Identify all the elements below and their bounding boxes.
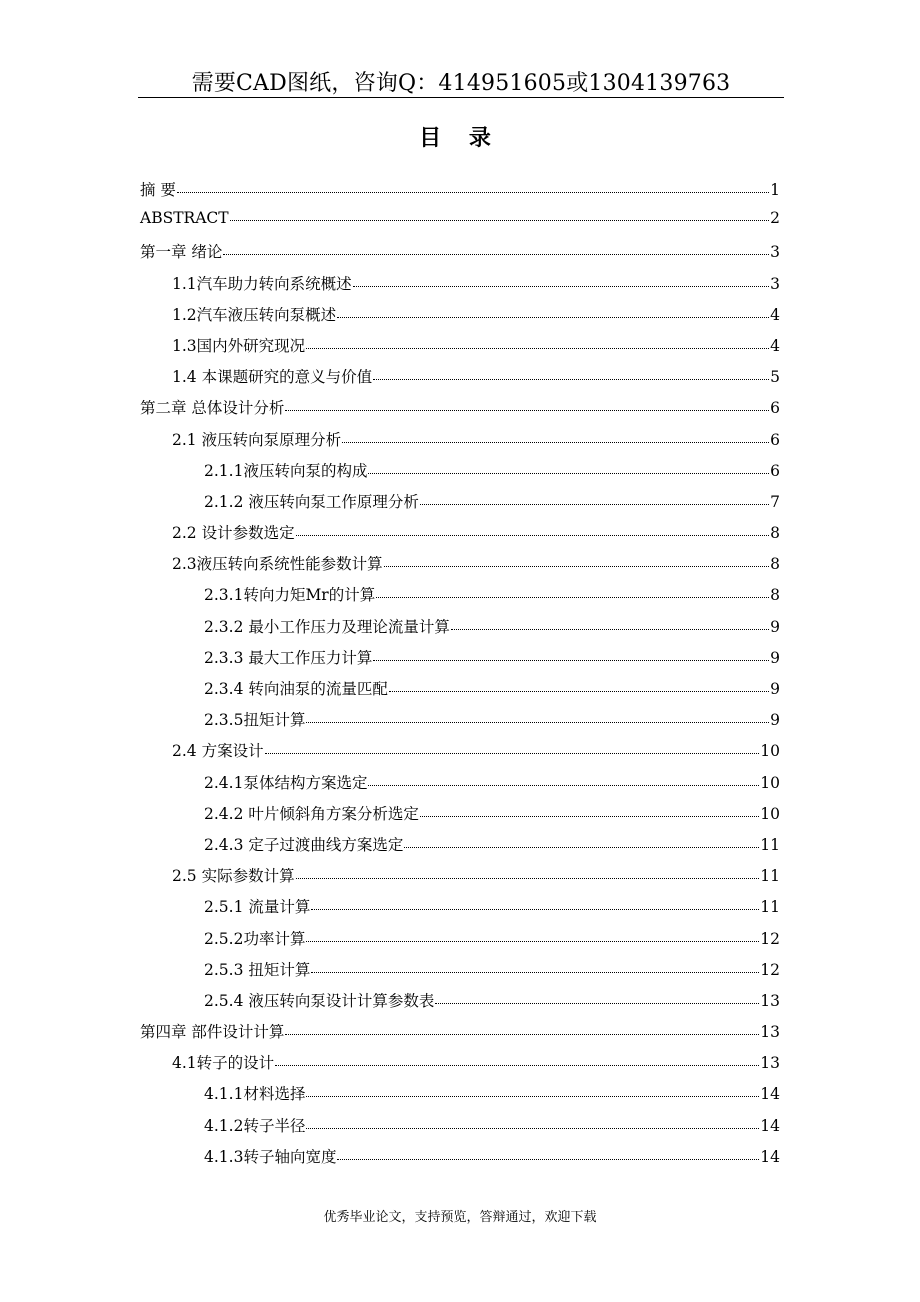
toc-entry[interactable] [140, 1079, 780, 1110]
toc-entry[interactable] [140, 1142, 780, 1173]
toc-entry-page: 4 [770, 336, 780, 355]
toc-entry-label: 2.5.2功率计算 [204, 929, 306, 948]
toc-entry-label: 4.1.2转子半径 [204, 1116, 306, 1135]
toc-entry-page: 8 [770, 586, 780, 605]
toc-entry[interactable] [140, 674, 780, 705]
toc-entry[interactable] [140, 643, 780, 674]
toc-entry[interactable] [140, 580, 780, 611]
toc-entry-page: 6 [770, 399, 780, 418]
toc-entry-page: 13 [760, 1054, 780, 1073]
toc-entry[interactable] [140, 612, 780, 643]
toc-entry-page: 4 [770, 305, 780, 324]
toc-dot-leader [420, 488, 769, 505]
toc-entry-label: 2.5.4 液压转向泵设计计算参数表 [204, 991, 435, 1010]
toc-entry-page: 11 [760, 835, 780, 854]
toc-entry-page: 11 [760, 867, 780, 886]
toc-entry-page: 3 [770, 274, 780, 293]
toc-entry-page: 12 [760, 929, 780, 948]
toc-entry-label: 第二章 总体设计分析 [140, 399, 285, 418]
toc-dot-leader [389, 676, 769, 693]
toc-entry[interactable] [140, 237, 780, 268]
toc-dot-leader [311, 956, 759, 973]
toc-entry-page: 12 [760, 960, 780, 979]
toc-dot-leader [306, 707, 769, 724]
toc-entry-page: 8 [770, 524, 780, 543]
toc-entry[interactable] [140, 518, 780, 549]
toc-entry-label: 4.1.3转子轴向宽度 [204, 1147, 337, 1166]
toc-entry-page: 9 [770, 617, 780, 636]
toc-entry-label: ABSTRACT [140, 209, 229, 228]
toc-entry-label: 4.1转子的设计 [172, 1054, 275, 1073]
toc-dot-leader [368, 457, 769, 474]
toc-entry[interactable] [140, 206, 780, 237]
toc-entry-label: 2.5.3 扭矩计算 [204, 960, 311, 979]
toc-entry[interactable] [140, 300, 780, 331]
toc-dot-leader [275, 1050, 759, 1067]
toc-dot-leader [376, 582, 769, 599]
toc-entry-label: 2.1.2 液压转向泵工作原理分析 [204, 492, 419, 511]
toc-dot-leader [230, 205, 770, 222]
toc-dot-leader [177, 177, 769, 194]
toc-entry[interactable] [140, 861, 780, 892]
toc-entry[interactable] [140, 986, 780, 1017]
toc-entry[interactable] [140, 425, 780, 456]
toc-entry[interactable] [140, 175, 780, 206]
toc-entry[interactable] [140, 1111, 780, 1142]
toc-dot-leader [285, 395, 769, 412]
toc-entry-page: 10 [760, 773, 780, 792]
toc-entry[interactable] [140, 362, 780, 393]
toc-entry-label: 1.4 本课题研究的意义与价值 [172, 368, 373, 387]
toc-dot-leader [404, 831, 759, 848]
toc-dot-leader [223, 239, 769, 256]
toc-entry-page: 9 [770, 648, 780, 667]
toc-entry-label: 2.4.3 定子过渡曲线方案选定 [204, 835, 404, 854]
toc-entry-page: 9 [770, 711, 780, 730]
toc-dot-leader [265, 738, 760, 755]
toc-entry-page: 10 [760, 742, 780, 761]
page-header: 需要CAD图纸，咨询Q：414951605或1304139763 [191, 71, 731, 96]
toc-dot-leader [373, 364, 769, 381]
toc-entry-label: 2.3.2 最小工作压力及理论流量计算 [204, 617, 450, 636]
toc-entry-label: 2.4.2 叶片倾斜角方案分析选定 [204, 804, 419, 823]
toc-dot-leader [384, 551, 769, 568]
toc-entry-label: 2.3.1转向力矩Mr的计算 [204, 586, 376, 605]
toc-entry-page: 8 [770, 555, 780, 574]
toc-dot-leader [342, 426, 769, 443]
toc-entry[interactable] [140, 892, 780, 923]
toc-entry-label: 摘 要 [140, 181, 176, 199]
toc-dot-leader [353, 270, 769, 287]
toc-entry-label: 2.3.3 最大工作压力计算 [204, 648, 373, 667]
toc-entry-page: 14 [760, 1085, 780, 1104]
toc-entry[interactable] [140, 924, 780, 955]
table-of-contents [140, 175, 780, 1173]
toc-entry[interactable] [140, 393, 780, 424]
toc-dot-leader [451, 613, 769, 630]
toc-entry-label: 2.1.1液压转向泵的构成 [204, 461, 368, 480]
toc-dot-leader [311, 894, 759, 911]
toc-entry[interactable] [140, 705, 780, 736]
toc-entry-page: 7 [770, 492, 780, 511]
toc-entry-label: 2.5.1 流量计算 [204, 898, 311, 917]
toc-entry-page: 6 [770, 461, 780, 480]
toc-entry[interactable] [140, 487, 780, 518]
toc-entry-label: 第一章 绪论 [140, 243, 223, 262]
toc-entry-page: 13 [760, 991, 780, 1010]
toc-dot-leader [296, 863, 760, 880]
toc-entry-page: 11 [760, 898, 780, 917]
toc-entry-page: 10 [760, 804, 780, 823]
toc-entry[interactable] [140, 830, 780, 861]
header-rule [138, 97, 784, 98]
toc-dot-leader [306, 1081, 759, 1098]
toc-entry-label: 1.1汽车助力转向系统概述 [172, 274, 352, 293]
toc-entry-page: 13 [760, 1023, 780, 1042]
toc-dot-leader [420, 800, 759, 817]
toc-entry-label: 第四章 部件设计计算 [140, 1023, 285, 1042]
toc-dot-leader [285, 1019, 759, 1036]
toc-dot-leader [337, 301, 769, 318]
toc-entry-page: 6 [770, 430, 780, 449]
toc-entry[interactable] [140, 1017, 780, 1048]
toc-entry-label: 2.1 液压转向泵原理分析 [172, 430, 342, 449]
toc-entry[interactable] [140, 1048, 780, 1079]
toc-entry-label: 2.3.4 转向油泵的流量匹配 [204, 680, 388, 698]
toc-entry-label: 2.5 实际参数计算 [172, 867, 295, 886]
toc-entry-label: 2.3.5扭矩计算 [204, 711, 306, 730]
toc-dot-leader [435, 987, 759, 1004]
toc-entry-page: 5 [770, 368, 780, 387]
toc-entry-label: 2.4.1泵体结构方案选定 [204, 773, 368, 792]
toc-entry[interactable] [140, 456, 780, 487]
toc-entry-page: 3 [770, 243, 780, 262]
toc-entry-label: 4.1.1材料选择 [204, 1085, 306, 1104]
toc-entry-page: 14 [760, 1147, 780, 1166]
toc-dot-leader [337, 1143, 759, 1160]
toc-entry[interactable] [140, 768, 780, 799]
toc-entry-page: 14 [760, 1116, 780, 1135]
toc-dot-leader [368, 769, 759, 786]
toc-entry-label: 2.3液压转向系统性能参数计算 [172, 555, 383, 574]
toc-entry[interactable] [140, 331, 780, 362]
toc-entry[interactable] [140, 955, 780, 986]
toc-dot-leader [306, 1112, 759, 1129]
toc-entry[interactable] [140, 549, 780, 580]
toc-dot-leader [306, 925, 759, 942]
toc-entry[interactable] [140, 736, 780, 767]
toc-dot-leader [296, 520, 770, 537]
toc-dot-leader [306, 332, 769, 349]
toc-entry-page: 2 [770, 209, 780, 228]
toc-entry-label: 1.3国内外研究现况 [172, 336, 306, 355]
toc-entry[interactable] [140, 269, 780, 300]
toc-dot-leader [373, 644, 769, 661]
toc-entry-page: 1 [770, 181, 780, 199]
toc-entry-label: 1.2汽车液压转向泵概述 [172, 305, 337, 324]
toc-entry-page: 9 [770, 680, 780, 698]
toc-title: 目 录 [419, 125, 501, 151]
toc-entry[interactable] [140, 799, 780, 830]
toc-entry-label: 2.4 方案设计 [172, 742, 264, 761]
page-footer: 优秀毕业论文，支持预览，答辩通过，欢迎下载 [323, 1210, 597, 1225]
toc-entry-label: 2.2 设计参数选定 [172, 524, 295, 543]
